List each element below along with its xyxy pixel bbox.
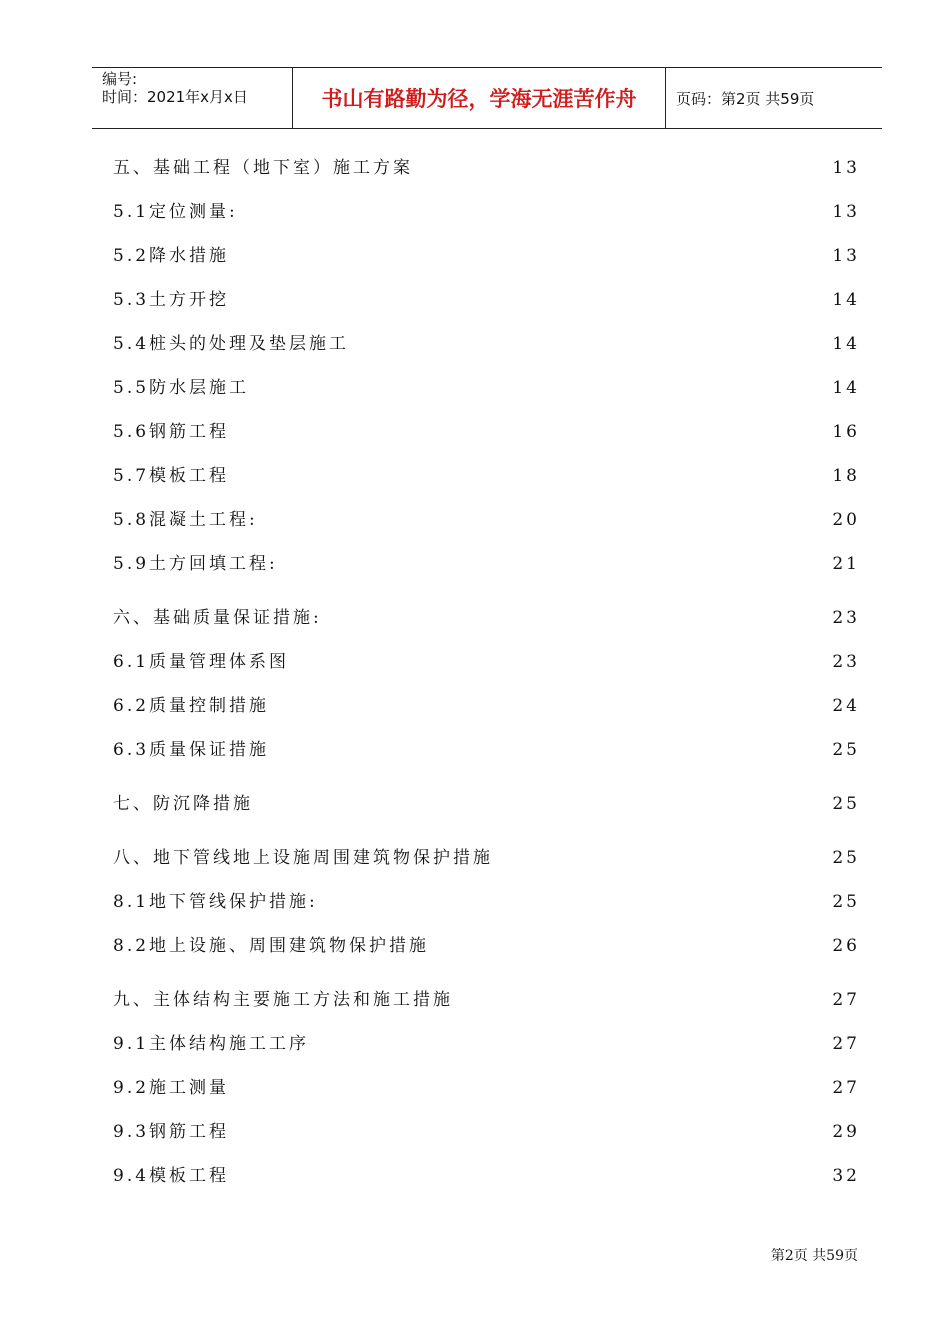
header-page-cell: [666, 68, 882, 128]
toc-entry[interactable]: [113, 156, 860, 180]
toc-entry[interactable]: [113, 200, 860, 224]
toc-entry[interactable]: [113, 694, 860, 718]
toc-page: 14: [832, 290, 860, 310]
toc-title: 9.1主体结构施工工序: [113, 1034, 310, 1054]
toc-page: 13: [832, 246, 860, 266]
toc-page: 23: [832, 608, 860, 628]
toc-title: 5.3土方开挖: [113, 290, 230, 310]
toc-title: 9.2施工测量: [113, 1078, 230, 1098]
toc-page: 25: [832, 794, 860, 814]
header-motto-cell: [293, 68, 666, 128]
toc-entry[interactable]: [113, 376, 860, 400]
toc-title: 八、地下管线地上设施周围建筑物保护措施: [113, 848, 493, 868]
toc-entry[interactable]: [113, 890, 860, 914]
page-header: [92, 67, 882, 129]
toc-page: 18: [832, 466, 860, 486]
toc-page: 25: [832, 892, 860, 912]
toc-page: 24: [832, 696, 860, 716]
toc-title: 5.1定位测量:: [113, 202, 238, 222]
toc-page: 23: [832, 652, 860, 672]
toc-page: 29: [832, 1122, 860, 1142]
toc-title: 九、主体结构主要施工方法和施工措施: [113, 990, 453, 1010]
toc-title: 七、防沉降措施: [113, 794, 253, 814]
toc-page: 27: [832, 1034, 860, 1054]
header-meta-cell: [92, 68, 293, 128]
number-label: 编号:: [102, 70, 138, 88]
header-page-info: 页码：第2页 共59页: [676, 90, 815, 108]
toc-entry[interactable]: [113, 1164, 860, 1188]
toc-entry[interactable]: [113, 332, 860, 356]
toc-entry[interactable]: [113, 420, 860, 444]
toc-title: 6.3质量保证措施: [113, 740, 270, 760]
toc-page: 27: [832, 1078, 860, 1098]
toc-title: 8.2地上设施、周围建筑物保护措施: [113, 936, 430, 956]
toc-page: 16: [832, 422, 860, 442]
toc-title: 9.4模板工程: [113, 1166, 230, 1186]
toc-page: 21: [832, 554, 860, 574]
toc-entry[interactable]: [113, 1032, 860, 1056]
toc-page: 20: [832, 510, 860, 530]
toc-page: 32: [832, 1166, 860, 1186]
toc-title: 5.4桩头的处理及垫层施工: [113, 334, 350, 354]
toc-entry[interactable]: [113, 288, 860, 312]
toc-page: 13: [832, 158, 860, 178]
toc-title: 五、基础工程（地下室）施工方案: [113, 158, 413, 178]
toc-entry[interactable]: [113, 650, 860, 674]
toc-entry[interactable]: [113, 552, 860, 576]
toc-entry[interactable]: [113, 244, 860, 268]
toc-entry[interactable]: [113, 1076, 860, 1100]
toc-page: 14: [832, 334, 860, 354]
toc-page: 27: [832, 990, 860, 1010]
toc-title: 9.3钢筋工程: [113, 1122, 230, 1142]
toc-page: 14: [832, 378, 860, 398]
toc-title: 5.2降水措施: [113, 246, 230, 266]
toc-title: 5.7模板工程: [113, 466, 230, 486]
toc-entry[interactable]: [113, 792, 860, 816]
toc-entry[interactable]: [113, 1120, 860, 1144]
time-label: 时间：2021年x月x日: [102, 88, 248, 106]
motto-text: 书山有路勤为径，学海无涯苦作舟: [321, 87, 637, 111]
toc-page: 25: [832, 848, 860, 868]
toc-page: 25: [832, 740, 860, 760]
toc-page: 26: [832, 936, 860, 956]
toc-entry[interactable]: [113, 606, 860, 630]
toc-title: 六、基础质量保证措施:: [113, 608, 322, 628]
page-footer: 第2页 共59页: [770, 1248, 858, 1264]
toc-title: 5.8混凝土工程:: [113, 510, 258, 530]
toc-entry[interactable]: [113, 464, 860, 488]
toc-title: 6.1质量管理体系图: [113, 652, 290, 672]
toc-entry[interactable]: [113, 738, 860, 762]
toc-title: 6.2质量控制措施: [113, 696, 270, 716]
toc-entry[interactable]: [113, 846, 860, 870]
toc-entry[interactable]: [113, 934, 860, 958]
toc-page: 13: [832, 202, 860, 222]
toc-entry[interactable]: [113, 508, 860, 532]
toc-entry[interactable]: [113, 988, 860, 1012]
toc-title: 5.6钢筋工程: [113, 422, 230, 442]
toc-title: 5.5防水层施工: [113, 378, 250, 398]
toc-title: 8.1地下管线保护措施:: [113, 892, 318, 912]
toc-title: 5.9土方回填工程:: [113, 554, 278, 574]
